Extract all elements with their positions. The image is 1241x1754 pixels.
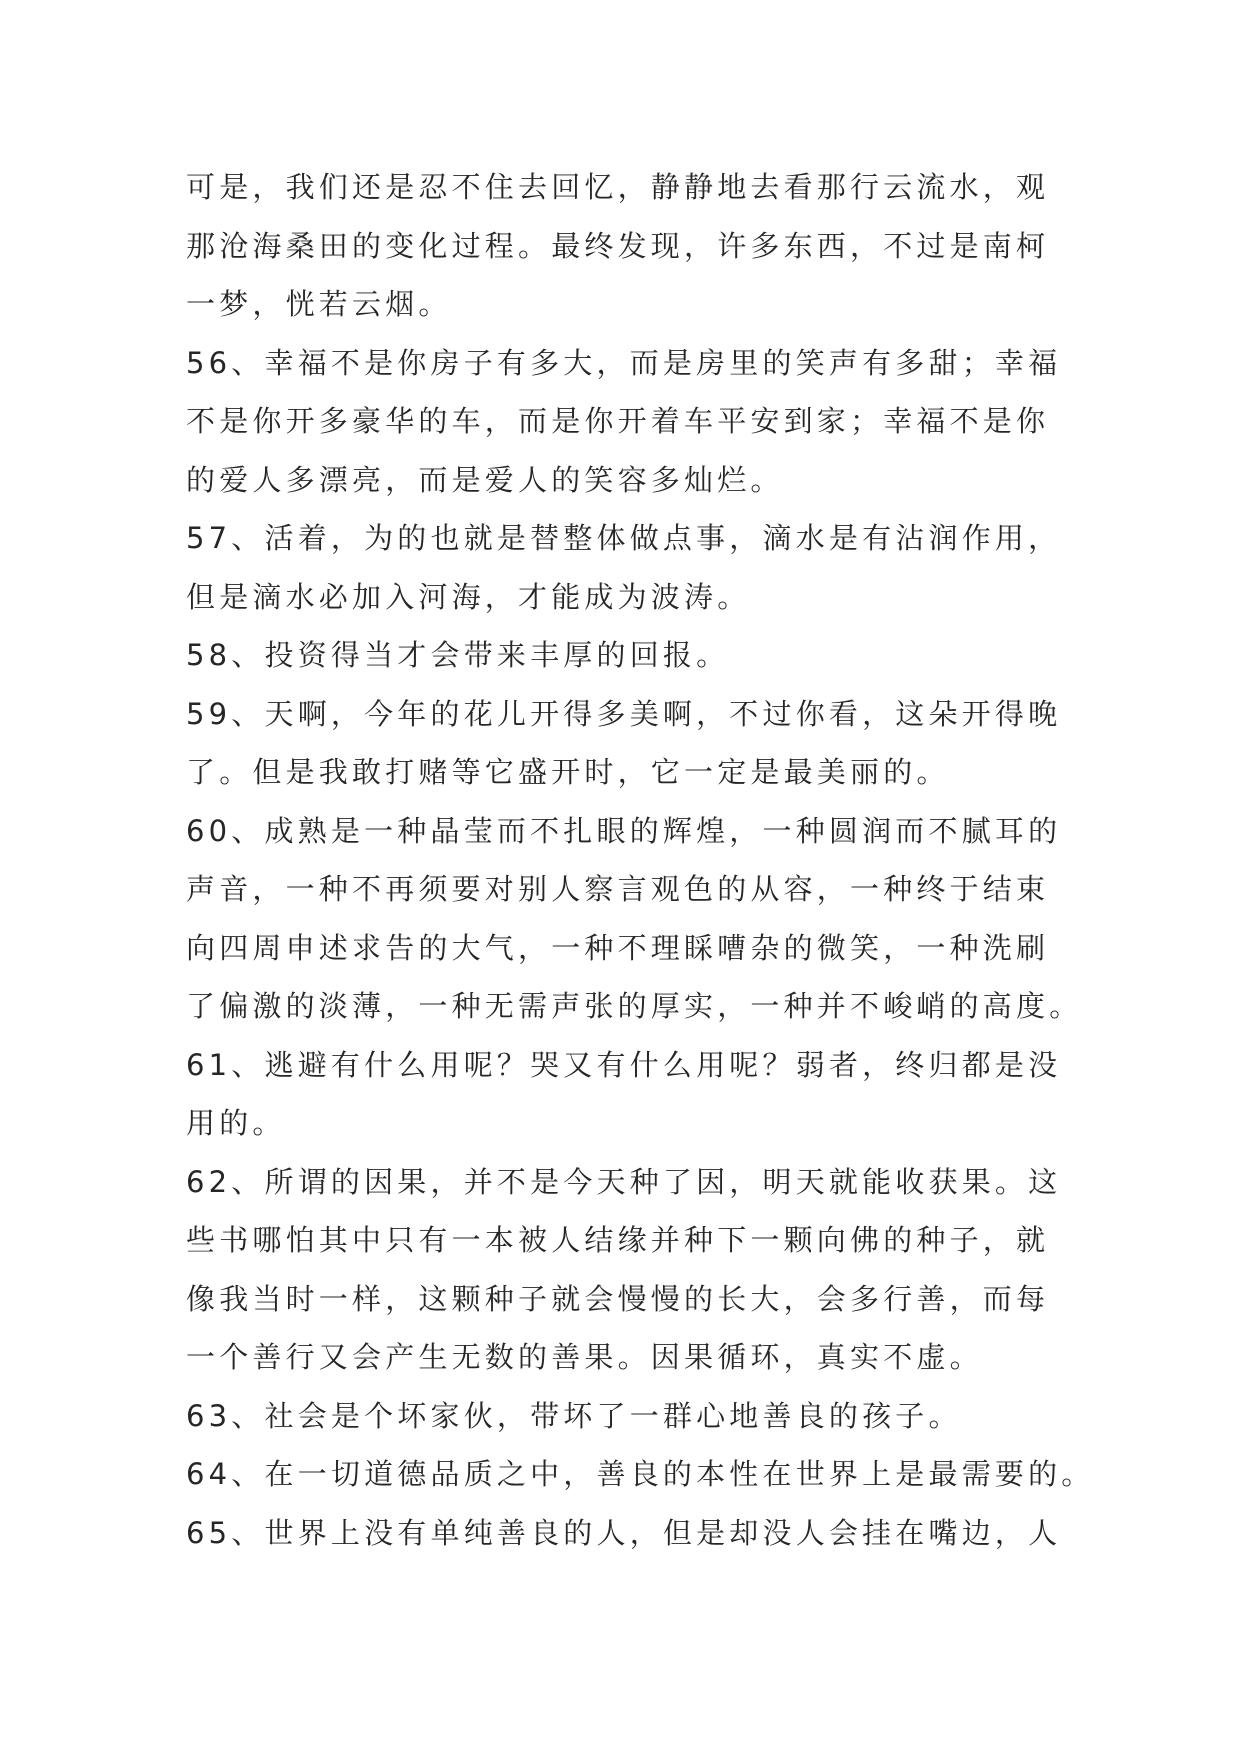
text-line: 那沧海桑田的变化过程。最终发现，许多东西，不过是南柯 [186, 228, 1050, 263]
text-line: 63、社会是个坏家伙，带坏了一群心地善良的孩子。 [186, 1398, 962, 1433]
text-line: 了偏激的淡薄，一种无需声张的厚实，一种并不峻峭的高度。 [186, 989, 1083, 1023]
text-line: 但是滴水必加入河海，才能成为波涛。 [186, 579, 751, 614]
text-line: 56、幸福不是你房子有多大，而是房里的笑声有多甜；幸福 [186, 345, 1062, 380]
text-line: 57、活着，为的也就是替整体做点事，滴水是有沾润作用， [186, 521, 1062, 555]
text-line: 声音，一种不再须要对别人察言观色的从容，一种终于结束 [186, 872, 1050, 906]
text-line: 用的。 [186, 1106, 286, 1140]
text-line: 60、成熟是一种晶莹而不扎眼的辉煌，一种圆润而不腻耳的 [186, 813, 1062, 848]
text-line: 64、在一切道德品质之中，善良的本性在世界上是最需要的。 [186, 1457, 1095, 1491]
text-line: 65、世界上没有单纯善良的人，但是却没人会挂在嘴边，人 [186, 1515, 1062, 1550]
text-line: 些书哪怕其中只有一本被人结缘并种下一颗向佛的种子，就 [186, 1223, 1050, 1257]
text-line: 了。但是我敢打赌等它盛开时，它一定是最美丽的。 [186, 755, 950, 789]
text-line: 一梦，恍若云烟。 [186, 287, 452, 321]
text-line: 59、天啊，今年的花儿开得多美啊，不过你看，这朵开得晚 [186, 696, 1062, 731]
text-line: 62、所谓的因果，并不是今天种了因，明天就能收获果。这 [186, 1164, 1062, 1199]
text-line: 61、逃避有什么用呢？哭又有什么用呢？弱者，终归都是没 [186, 1047, 1062, 1082]
text-line: 向四周申述求告的大气，一种不理睬嘈杂的微笑，一种洗刷 [186, 930, 1050, 965]
text-line: 像我当时一样，这颗种子就会慢慢的长大，会多行善，而每 [186, 1281, 1050, 1316]
text-line: 58、投资得当才会带来丰厚的回报。 [186, 638, 730, 672]
document-body [186, 158, 1095, 1562]
text-line: 不是你开多豪华的车，而是你开着车平安到家；幸福不是你 [186, 404, 1050, 438]
text-line: 一个善行又会产生无数的善果。因果循环，真实不虚。 [186, 1340, 983, 1374]
text-line: 可是，我们还是忍不住去回忆，静静地去看那行云流水，观 [186, 170, 1050, 204]
text-line: 的爱人多漂亮，而是爱人的笑容多灿烂。 [186, 462, 784, 497]
